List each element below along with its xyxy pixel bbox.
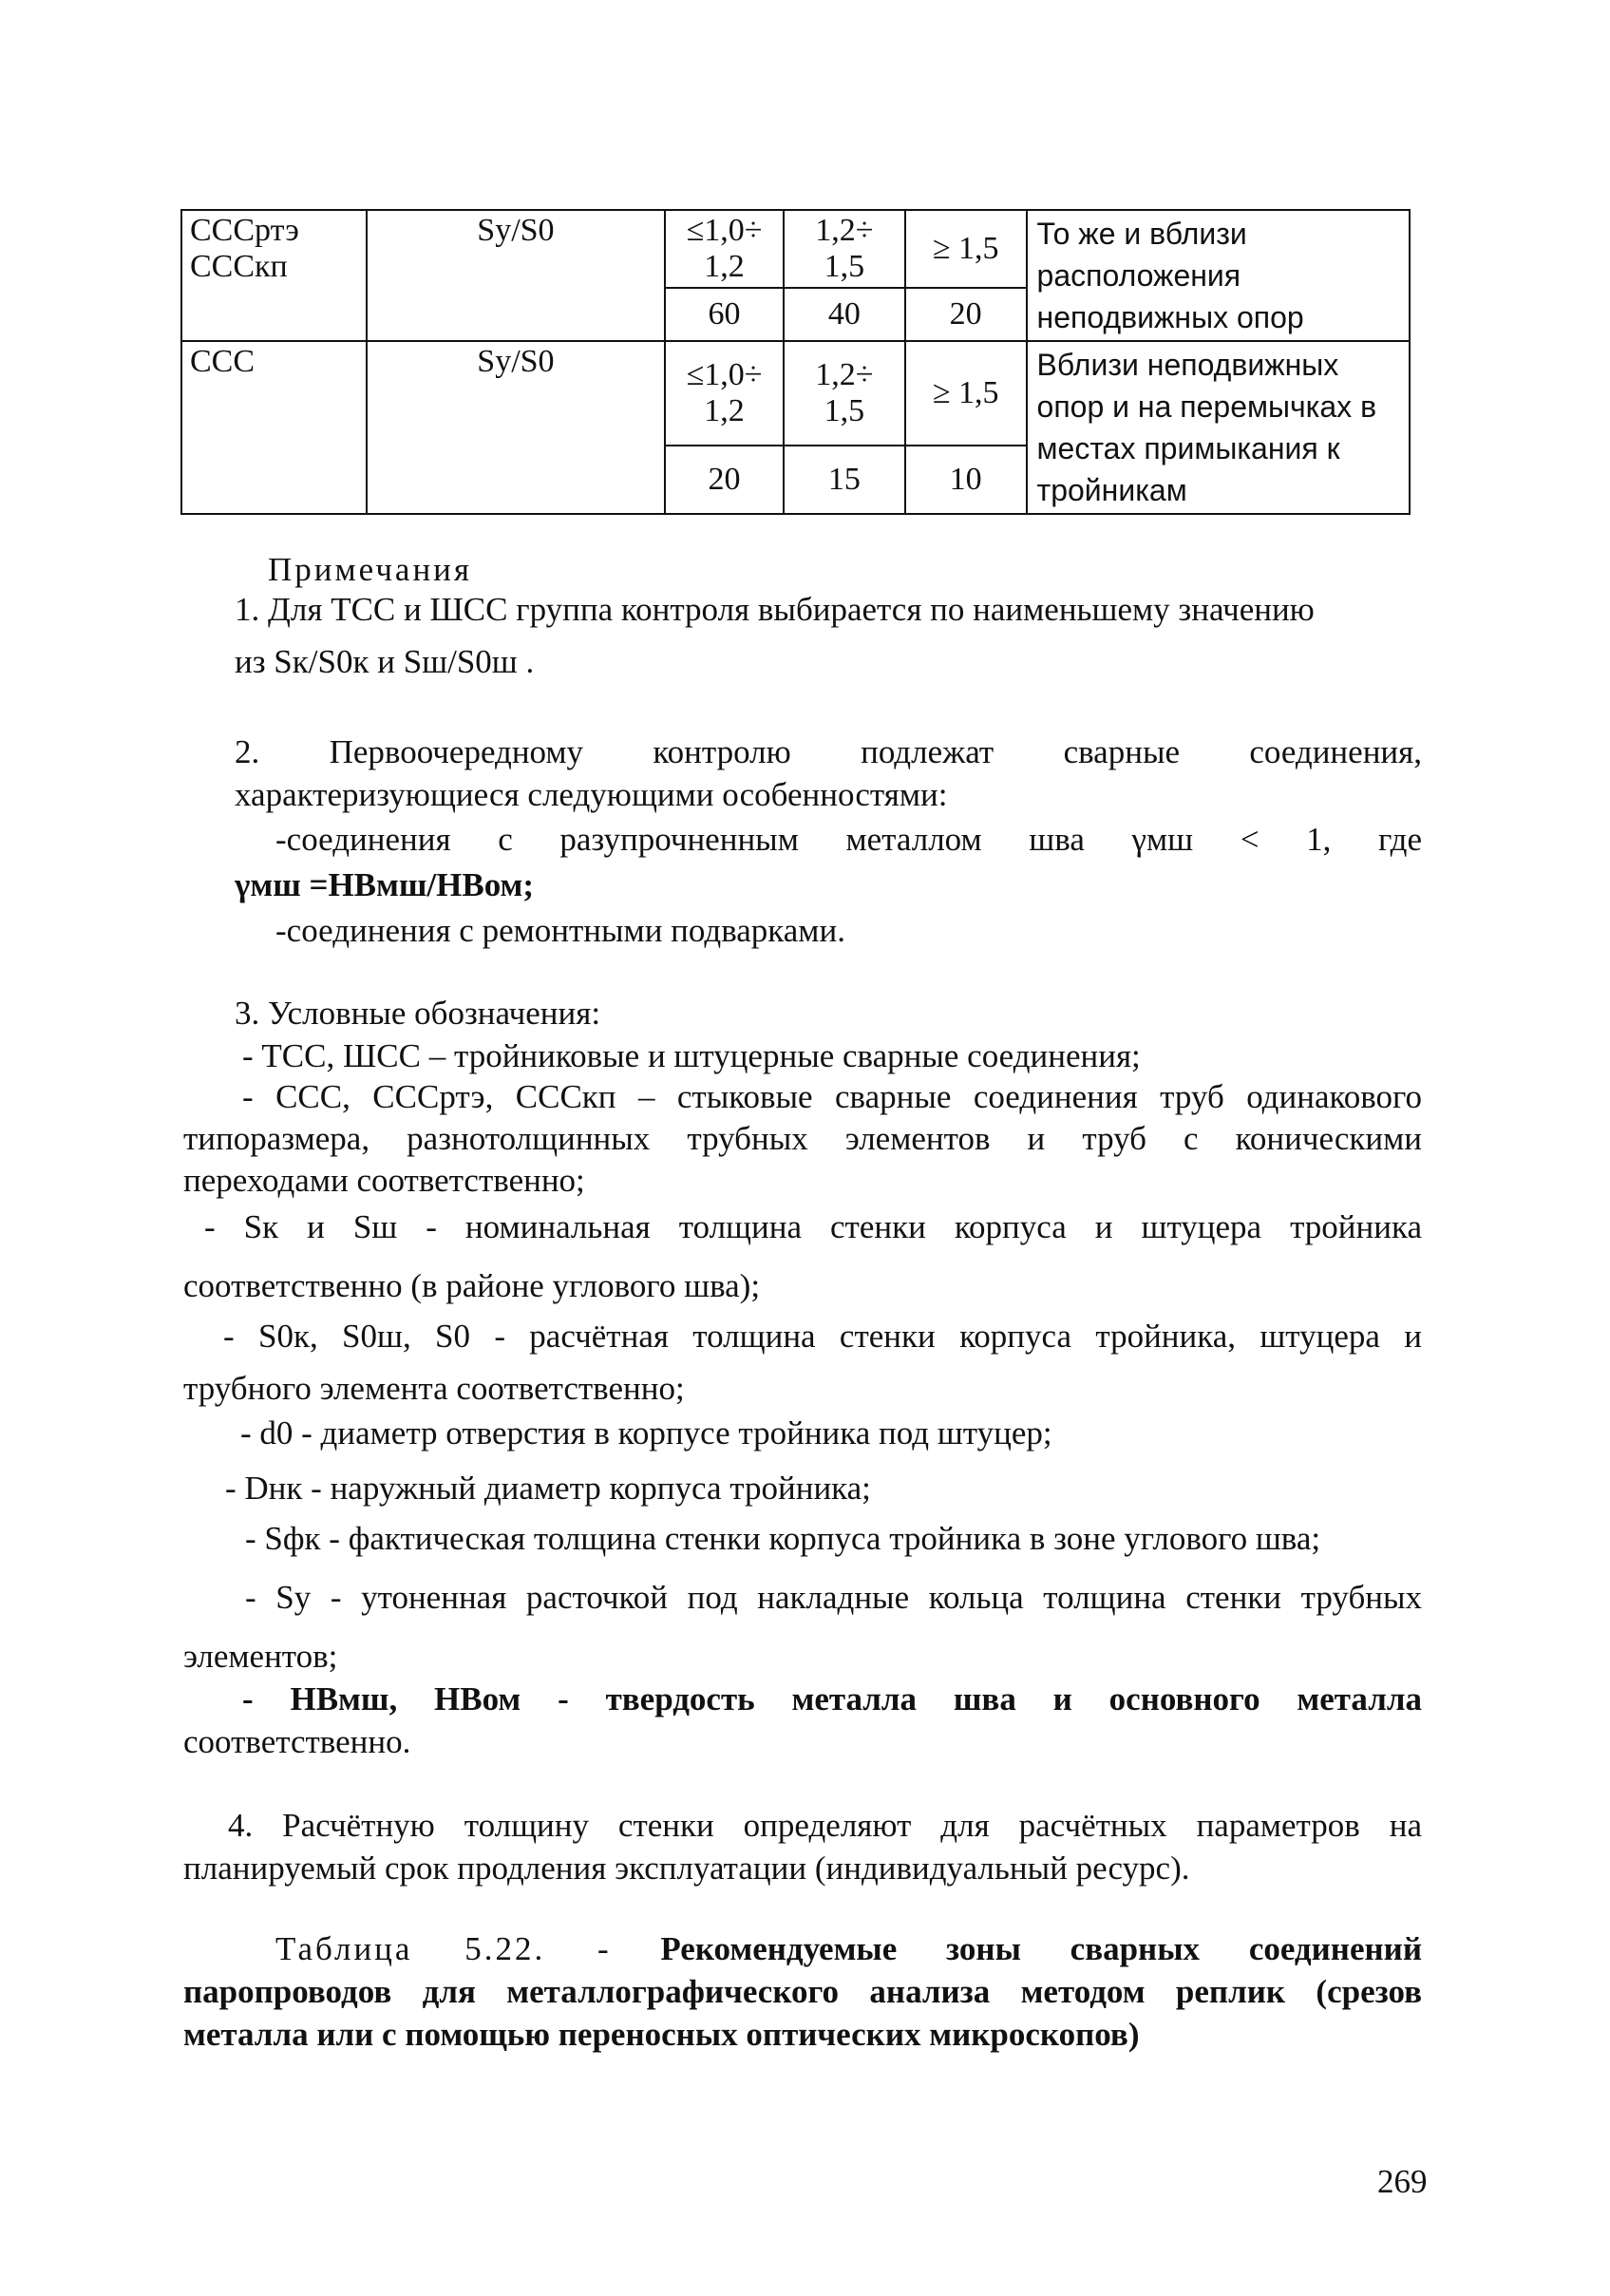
note-3-line: трубного элемента соответственно; (183, 1370, 685, 1407)
table-caption-label: Таблица 5.22. - (275, 1930, 612, 1967)
note-3-line: - ТСС, ШСС – тройниковые и штуцерные сварные соединения; (242, 1037, 1141, 1074)
note-2-line-5: -соединения с ремонтными подварками. (275, 912, 845, 949)
note-1-line-1: 1. Для ТСС и ШСС группа контроля выбирается по наименьшему значению (235, 591, 1315, 628)
table-caption-line-3: металла или с помощью переносных оптических микроскопов) (183, 2016, 1140, 2053)
note-3-line: - Sфк - фактическая толщина стенки корпуса тройника в зоне углового шва; (245, 1520, 1321, 1557)
note-cell: То же и вблизи расположения неподвижных опор (1027, 210, 1410, 341)
note-3-line: соответственно. (183, 1723, 411, 1760)
note-3-line: элементов; (183, 1638, 338, 1675)
note-2-line-1: 2. Первоочередному контролю подлежат сварные соединения, (235, 733, 1422, 770)
joint-type-label: ССС (190, 344, 256, 379)
table-row (181, 341, 1410, 446)
note-2-line-3: -соединения с разупрочненным металлом шва γмш < 1, где (275, 821, 1422, 858)
value-cell: 10 (905, 446, 1027, 514)
table-caption-title: Рекомендуемые зоны сварных соединений (660, 1930, 1422, 1967)
value-cell: 40 (784, 288, 905, 341)
joint-type-cell (181, 341, 367, 514)
note-2-line-2: характеризующиеся следующими особенностями: (235, 776, 948, 813)
value-cell: 15 (784, 446, 905, 514)
note-1-line-2: из Sк/S0к и Sш/S0ш . (235, 643, 535, 680)
range-cell: 1,2÷ 1,5 (784, 341, 905, 446)
joint-type-cell (181, 210, 367, 341)
param-cell: Sy/S0 (367, 210, 665, 341)
note-2-line-4: γмш =НВмш/НВом; (235, 866, 535, 903)
table-caption-line-1 (275, 1928, 1422, 1970)
range-cell: ≤1,0÷ 1,2 (665, 341, 784, 446)
value-cell: 20 (665, 446, 784, 514)
range-cell: ≤1,0÷ 1,2 (665, 210, 784, 288)
note-3-line: переходами соответственно; (183, 1162, 585, 1199)
note-4-line-2: планируемый срок продления эксплуатации (индивидуальный ресурс). (183, 1850, 1190, 1887)
table-row (181, 210, 1410, 288)
page-number: 269 (1377, 2163, 1428, 2200)
note-3-line: типоразмера, разнотолщинных трубных элементов и труб с коническими (183, 1120, 1422, 1157)
param-cell: Sy/S0 (367, 341, 665, 514)
range-cell: ≥ 1,5 (905, 210, 1027, 288)
table-caption-line-2: паропроводов для металлографического анализа методом реплик (срезов (183, 1973, 1422, 2010)
range-cell: ≥ 1,5 (905, 341, 1027, 446)
note-3-line: - Sy - утоненная расточкой под накладные кольца толщина стенки трубных (245, 1579, 1422, 1616)
note-3-line: - Dнк - наружный диаметр корпуса тройника; (225, 1470, 871, 1507)
control-group-table (180, 209, 1411, 515)
note-3-line: - d0 - диаметр отверстия в корпусе тройника под штуцер; (240, 1414, 1052, 1452)
range-cell: 1,2÷ 1,5 (784, 210, 905, 288)
joint-type-label: СССртэ (190, 213, 299, 248)
value-cell: 20 (905, 288, 1027, 341)
note-3-line: - S0к, S0ш, S0 - расчётная толщина стенки корпуса тройника, штуцера и (223, 1318, 1422, 1355)
note-4-line-1: 4. Расчётную толщину стенки определяют для расчётных параметров на (228, 1807, 1422, 1844)
note-3-line: соответственно (в районе углового шва); (183, 1267, 761, 1304)
note-3-line: - НВмш, НВом - твердость металла шва и основного металла (242, 1680, 1422, 1717)
note-3-line: - Sк и Sш - номинальная толщина стенки корпуса и штуцера тройника (204, 1208, 1422, 1245)
note-3-title: 3. Условные обозначения: (235, 995, 601, 1032)
notes-heading: Примечания (268, 551, 473, 588)
note-3-line: - ССС, СССртэ, СССкп – стыковые сварные соединения труб одинакового (242, 1078, 1422, 1115)
joint-type-label: СССкп (190, 249, 288, 284)
value-cell: 60 (665, 288, 784, 341)
note-cell: Вблизи неподвижных опор и на перемычках в местах примыкания к тройникам (1027, 341, 1410, 514)
